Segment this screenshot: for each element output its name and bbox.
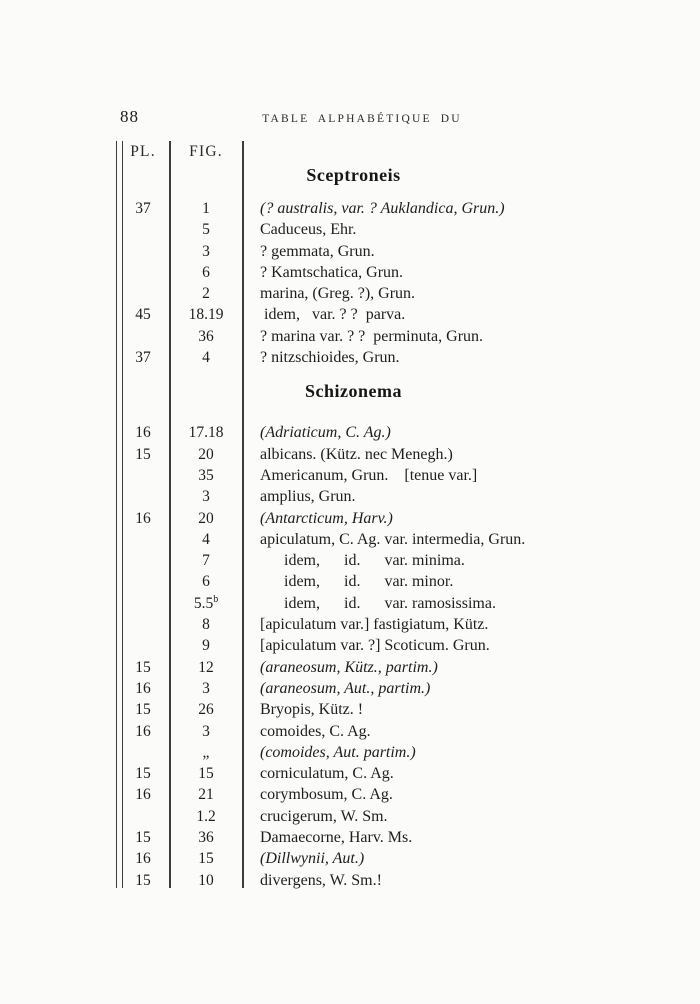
species-name-cell: (araneosum, Kütz., partim.) bbox=[260, 658, 438, 676]
figure-number-cell: 5 bbox=[202, 221, 210, 239]
species-name-cell: marina, (Greg. ?), Grun. bbox=[260, 285, 416, 303]
species-name-cell: idem, id. var. minima. bbox=[260, 552, 465, 570]
figure-number-cell: 17.18 bbox=[188, 424, 224, 442]
plate-number-cell bbox=[117, 593, 169, 614]
plate-number-cell bbox=[117, 219, 169, 240]
figure-number-cell: 4 bbox=[202, 349, 210, 367]
species-name-cell: idem, id. var. ramosissima. bbox=[260, 594, 496, 612]
figure-number-cell: 4 bbox=[202, 530, 210, 548]
species-name-cell: Bryopis, Kütz. ! bbox=[260, 701, 364, 719]
species-name-cell: apiculatum, C. Ag. var. intermedia, Grun. bbox=[260, 530, 526, 548]
table-row bbox=[117, 444, 590, 465]
species-name-cell: ? Kamtschatica, Grun. bbox=[260, 263, 404, 281]
plate-number-cell bbox=[117, 283, 169, 304]
species-name-cell: comoides, C. Ag. bbox=[260, 722, 371, 740]
species-name-cell: (? australis, var. ? Auklandica, Grun.) bbox=[260, 200, 505, 217]
plate-number-cell bbox=[117, 806, 169, 827]
plate-number-cell: 16 bbox=[135, 424, 151, 442]
table-body bbox=[117, 162, 590, 891]
figure-number-cell: 9 bbox=[202, 637, 210, 655]
table-row bbox=[117, 678, 590, 699]
table-row bbox=[117, 486, 590, 507]
figure-number-cell: 7 bbox=[202, 552, 210, 570]
plate-number-cell bbox=[117, 614, 169, 635]
species-name-cell: idem, var. ? ? parva. bbox=[260, 306, 406, 324]
table-row bbox=[117, 806, 590, 827]
plate-number-cell: 15 bbox=[135, 765, 151, 783]
plate-number-cell bbox=[117, 262, 169, 283]
table-row bbox=[117, 742, 590, 763]
figure-number-cell: 3 bbox=[202, 679, 210, 697]
species-name-cell: (Adriaticum, C. Ag.) bbox=[260, 424, 391, 442]
table-header-row bbox=[117, 142, 590, 162]
plate-number-cell bbox=[117, 486, 169, 507]
table-row bbox=[117, 283, 590, 304]
table-row bbox=[117, 550, 590, 571]
column-header-pl: PL. bbox=[130, 143, 156, 160]
table-row bbox=[117, 721, 590, 742]
figure-number-cell: „ bbox=[202, 743, 210, 761]
species-name-cell: [apiculatum var.] fastigiatum, Kütz. bbox=[260, 616, 489, 634]
table-row bbox=[117, 593, 590, 614]
figure-number-cell: 1 bbox=[202, 200, 210, 217]
plate-number-cell bbox=[117, 529, 169, 550]
figure-number-cell: 6 bbox=[202, 263, 210, 281]
figure-number-cell: 1.2 bbox=[196, 807, 216, 825]
figure-number-cell: 35 bbox=[198, 466, 214, 484]
index-table bbox=[117, 142, 590, 891]
plate-number-cell bbox=[117, 742, 169, 763]
figure-number-cell: 3 bbox=[202, 488, 210, 506]
species-name-cell: corymbosum, C. Ag. bbox=[260, 786, 393, 804]
species-name-cell: idem, id. var. minor. bbox=[260, 573, 454, 591]
figure-number-cell: 6 bbox=[202, 573, 210, 591]
plate-number-cell bbox=[117, 550, 169, 571]
plate-number-cell bbox=[117, 326, 169, 347]
plate-number-cell: 37 bbox=[135, 349, 151, 367]
table-row bbox=[117, 465, 590, 486]
table-row bbox=[117, 657, 590, 678]
running-title: TABLE ALPHABÉTIQUE DU bbox=[262, 113, 462, 125]
plate-number-cell: 15 bbox=[135, 445, 151, 463]
figure-number-cell: 15 bbox=[198, 765, 214, 783]
table-row bbox=[117, 422, 590, 443]
plate-number-cell: 15 bbox=[135, 829, 151, 847]
figure-number-cell: 5.5$^b$ bbox=[193, 593, 219, 612]
plate-number-cell: 16 bbox=[135, 722, 151, 740]
plate-number-cell: 15 bbox=[135, 871, 151, 889]
species-name-cell: Americanum, Grun. [tenue var.] bbox=[260, 466, 478, 484]
figure-number-cell: 3 bbox=[202, 242, 210, 260]
plate-number-cell bbox=[117, 241, 169, 262]
table-row bbox=[117, 699, 590, 720]
table-row bbox=[117, 848, 590, 869]
figure-number-cell: 26 bbox=[198, 701, 214, 719]
plate-number-cell: 16 bbox=[135, 509, 151, 527]
plate-number-cell: 45 bbox=[135, 306, 151, 324]
plate-number-cell: 16 bbox=[135, 786, 151, 804]
table-row bbox=[117, 198, 590, 219]
table-row bbox=[117, 529, 590, 550]
species-name-cell: ? gemmata, Grun. bbox=[260, 242, 375, 260]
species-name-cell: (comoides, Aut. partim.) bbox=[260, 743, 416, 761]
table-row bbox=[117, 763, 590, 784]
figure-number-cell: 10 bbox=[198, 871, 214, 889]
figure-number-cell: 8 bbox=[202, 616, 210, 634]
figure-number-cell: 36 bbox=[198, 829, 214, 847]
figure-number-cell: 21 bbox=[198, 786, 214, 804]
plate-number-cell bbox=[117, 465, 169, 486]
table-row bbox=[117, 827, 590, 848]
table-row bbox=[117, 241, 590, 262]
page-number: 88 bbox=[120, 107, 139, 126]
plate-number-cell: 15 bbox=[135, 701, 151, 719]
figure-number-cell: 20 bbox=[198, 445, 214, 463]
species-name-cell: (Dillwynii, Aut.) bbox=[260, 850, 365, 868]
species-name-cell: corniculatum, C. Ag. bbox=[260, 765, 394, 783]
plate-number-cell: 37 bbox=[135, 200, 151, 217]
genus-heading: Sceptroneis bbox=[306, 165, 401, 185]
species-name-cell: Damaecorne, Harv. Ms. bbox=[260, 829, 413, 847]
plate-number-cell bbox=[117, 635, 169, 656]
species-name-cell: [apiculatum var. ?] Scoticum. Grun. bbox=[260, 637, 490, 655]
figure-number-cell: 36 bbox=[198, 327, 214, 345]
plate-number-cell bbox=[117, 571, 169, 592]
plate-number-cell: 16 bbox=[135, 850, 151, 868]
section-sceptroneis bbox=[117, 162, 590, 368]
table-row bbox=[117, 326, 590, 347]
plate-number-cell: 15 bbox=[135, 658, 151, 676]
table-row bbox=[117, 614, 590, 635]
figure-number-cell: 3 bbox=[202, 722, 210, 740]
species-name-cell: (Antarcticum, Harv.) bbox=[260, 509, 393, 527]
species-name-cell: ? nitzschioides, Grun. bbox=[260, 349, 400, 367]
species-name-cell: amplius, Grun. bbox=[260, 488, 356, 506]
species-name-cell: Caduceus, Ehr. bbox=[260, 221, 357, 239]
table-row bbox=[117, 635, 590, 656]
table-row bbox=[117, 219, 590, 240]
figure-number-cell: 20 bbox=[198, 509, 214, 527]
species-name-cell: albicans. (Kütz. nec Menegh.) bbox=[260, 445, 453, 463]
figure-number-cell: 2 bbox=[202, 285, 210, 303]
column-header-fig: FIG. bbox=[189, 143, 223, 160]
figure-number-cell: 18.19 bbox=[188, 306, 224, 324]
species-name-cell: crucigerum, W. Sm. bbox=[260, 807, 388, 825]
species-name-cell: ? marina var. ? ? perminuta, Grun. bbox=[260, 327, 484, 345]
genus-heading: Schizonema bbox=[305, 381, 402, 402]
table-row bbox=[117, 508, 590, 529]
table-row bbox=[117, 784, 590, 805]
plate-number-cell: 16 bbox=[135, 679, 151, 697]
figure-number-cell: 15 bbox=[198, 850, 214, 868]
figure-number-cell: 12 bbox=[198, 658, 214, 676]
table-row bbox=[117, 347, 590, 368]
table-row bbox=[117, 571, 590, 592]
table-row bbox=[117, 262, 590, 283]
table-row bbox=[117, 870, 590, 891]
section-schizonema bbox=[117, 378, 590, 891]
species-name-cell: (araneosum, Aut., partim.) bbox=[260, 679, 431, 697]
species-name-cell: divergens, W. Sm.! bbox=[260, 871, 382, 889]
table-row bbox=[117, 304, 590, 325]
